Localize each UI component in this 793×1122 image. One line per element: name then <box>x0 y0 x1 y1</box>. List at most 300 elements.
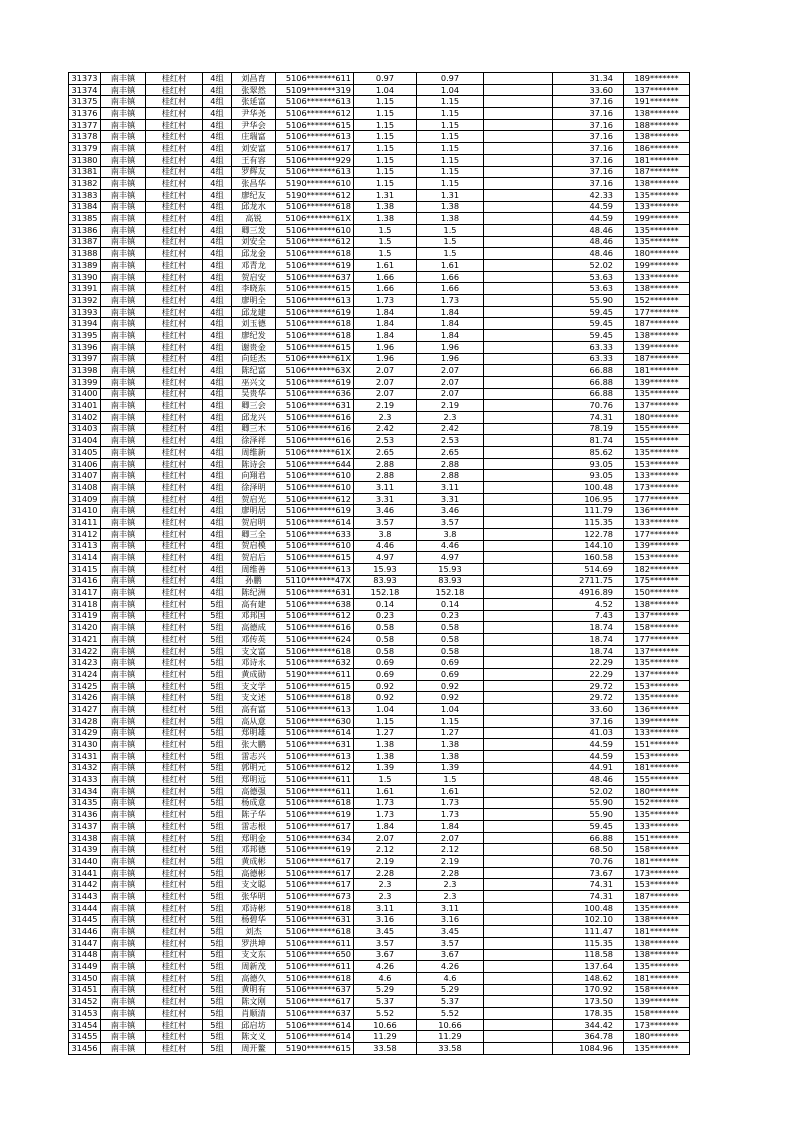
row-number: 31382 <box>69 178 101 190</box>
id-number-cell: 5106*******618 <box>276 201 354 213</box>
id-number-cell: 5106*******631 <box>276 914 354 926</box>
amount-cell: 55.90 <box>553 809 624 821</box>
name-cell: 陈文义 <box>232 1031 276 1043</box>
id-number-cell: 5190*******615 <box>276 1043 354 1055</box>
name-cell: 贺启后 <box>232 552 276 564</box>
blank-cell <box>484 961 553 973</box>
amount-cell: 66.88 <box>553 388 624 400</box>
confirmed-area-cell: 1.04 <box>417 84 484 96</box>
row-number: 31451 <box>69 984 101 996</box>
id-number-cell: 5106*******618 <box>276 330 354 342</box>
group-cell: 4组 <box>203 248 232 260</box>
row-number: 31411 <box>69 517 101 529</box>
confirmed-area-cell: 1.5 <box>417 774 484 786</box>
id-number-cell: 5106*******613 <box>276 295 354 307</box>
town-cell: 南丰镇 <box>101 119 146 131</box>
blank-cell <box>484 388 553 400</box>
row-number: 31387 <box>69 236 101 248</box>
row-number: 31374 <box>69 84 101 96</box>
blank-cell <box>484 832 553 844</box>
table-row <box>69 376 690 388</box>
confirmed-area-cell: 0.97 <box>417 73 484 85</box>
area-cell: 2.88 <box>354 470 417 482</box>
area-cell: 1.39 <box>354 762 417 774</box>
confirmed-area-cell: 2.28 <box>417 867 484 879</box>
area-cell: 1.15 <box>354 108 417 120</box>
area-cell: 1.96 <box>354 341 417 353</box>
town-cell: 南丰镇 <box>101 645 146 657</box>
village-cell: 桂红村 <box>146 447 203 459</box>
confirmed-area-cell: 1.15 <box>417 108 484 120</box>
id-number-cell: 5106*******631 <box>276 400 354 412</box>
village-cell: 桂红村 <box>146 739 203 751</box>
amount-cell: 148.62 <box>553 972 624 984</box>
row-number: 31425 <box>69 680 101 692</box>
confirmed-area-cell: 1.66 <box>417 283 484 295</box>
table-row <box>69 73 690 85</box>
confirmed-area-cell: 3.57 <box>417 517 484 529</box>
town-cell: 南丰镇 <box>101 376 146 388</box>
group-cell: 5组 <box>203 762 232 774</box>
town-cell: 南丰镇 <box>101 774 146 786</box>
group-cell: 4组 <box>203 143 232 155</box>
table-row <box>69 891 690 903</box>
name-cell: 刘安富 <box>232 143 276 155</box>
phone-cell: 135******* <box>624 1043 690 1055</box>
village-cell: 桂红村 <box>146 154 203 166</box>
town-cell: 南丰镇 <box>101 867 146 879</box>
amount-cell: 18.74 <box>553 634 624 646</box>
village-cell: 桂红村 <box>146 1008 203 1020</box>
phone-cell: 139******* <box>624 540 690 552</box>
town-cell: 南丰镇 <box>101 680 146 692</box>
blank-cell <box>484 143 553 155</box>
id-number-cell: 5110*******47X <box>276 575 354 587</box>
area-cell: 15.93 <box>354 563 417 575</box>
area-cell: 1.31 <box>354 189 417 201</box>
name-cell: 巫兴文 <box>232 376 276 388</box>
group-cell: 4组 <box>203 201 232 213</box>
area-cell: 2.3 <box>354 891 417 903</box>
area-cell: 1.84 <box>354 306 417 318</box>
area-cell: 3.16 <box>354 914 417 926</box>
blank-cell <box>484 400 553 412</box>
name-cell: 邱龙水 <box>232 201 276 213</box>
group-cell: 5组 <box>203 1043 232 1055</box>
table-body <box>69 73 690 1055</box>
village-cell: 桂红村 <box>146 1043 203 1055</box>
row-number: 31417 <box>69 587 101 599</box>
id-number-cell: 5106*******637 <box>276 984 354 996</box>
id-number-cell: 5106*******631 <box>276 739 354 751</box>
id-number-cell: 5106*******612 <box>276 236 354 248</box>
blank-cell <box>484 563 553 575</box>
amount-cell: 55.90 <box>553 797 624 809</box>
row-number: 31381 <box>69 166 101 178</box>
id-number-cell: 5106*******618 <box>276 248 354 260</box>
blank-cell <box>484 657 553 669</box>
id-number-cell: 5106*******63X <box>276 365 354 377</box>
village-cell: 桂红村 <box>146 996 203 1008</box>
name-cell: 郑明远 <box>232 774 276 786</box>
phone-cell: 139******* <box>624 996 690 1008</box>
town-cell: 南丰镇 <box>101 657 146 669</box>
group-cell: 4组 <box>203 353 232 365</box>
blank-cell <box>484 435 553 447</box>
confirmed-area-cell: 2.3 <box>417 879 484 891</box>
amount-cell: 37.16 <box>553 143 624 155</box>
blank-cell <box>484 727 553 739</box>
village-cell: 桂红村 <box>146 937 203 949</box>
row-number: 31406 <box>69 458 101 470</box>
town-cell: 南丰镇 <box>101 353 146 365</box>
blank-cell <box>484 598 553 610</box>
name-cell: 罗辉友 <box>232 166 276 178</box>
village-cell: 桂红村 <box>146 750 203 762</box>
phone-cell: 138******* <box>624 914 690 926</box>
blank-cell <box>484 458 553 470</box>
phone-cell: 138******* <box>624 330 690 342</box>
area-cell: 1.15 <box>354 96 417 108</box>
table-row <box>69 575 690 587</box>
blank-cell <box>484 295 553 307</box>
amount-cell: 52.02 <box>553 785 624 797</box>
phone-cell: 187******* <box>624 891 690 903</box>
id-number-cell: 5106*******617 <box>276 867 354 879</box>
phone-cell: 177******* <box>624 634 690 646</box>
town-cell: 南丰镇 <box>101 797 146 809</box>
row-number: 31456 <box>69 1043 101 1055</box>
amount-cell: 100.48 <box>553 482 624 494</box>
row-number: 31380 <box>69 154 101 166</box>
table-row <box>69 657 690 669</box>
row-number: 31405 <box>69 447 101 459</box>
phone-cell: 137******* <box>624 610 690 622</box>
village-cell: 桂红村 <box>146 844 203 856</box>
amount-cell: 74.31 <box>553 891 624 903</box>
area-cell: 2.07 <box>354 376 417 388</box>
group-cell: 4组 <box>203 470 232 482</box>
amount-cell: 85.62 <box>553 447 624 459</box>
village-cell: 桂红村 <box>146 224 203 236</box>
village-cell: 桂红村 <box>146 622 203 634</box>
table-row <box>69 482 690 494</box>
group-cell: 5组 <box>203 634 232 646</box>
id-number-cell: 5106*******613 <box>276 166 354 178</box>
name-cell: 陈文刚 <box>232 996 276 1008</box>
row-number: 31378 <box>69 131 101 143</box>
row-number: 31440 <box>69 856 101 868</box>
phone-cell: 137******* <box>624 400 690 412</box>
area-cell: 3.57 <box>354 937 417 949</box>
group-cell: 5组 <box>203 1031 232 1043</box>
table-row <box>69 610 690 622</box>
area-cell: 0.58 <box>354 634 417 646</box>
group-cell: 4组 <box>203 540 232 552</box>
id-number-cell: 5106*******616 <box>276 435 354 447</box>
village-cell: 桂红村 <box>146 949 203 961</box>
town-cell: 南丰镇 <box>101 785 146 797</box>
town-cell: 南丰镇 <box>101 73 146 85</box>
table-row <box>69 587 690 599</box>
blank-cell <box>484 330 553 342</box>
amount-cell: 111.79 <box>553 505 624 517</box>
village-cell: 桂红村 <box>146 178 203 190</box>
confirmed-area-cell: 1.66 <box>417 271 484 283</box>
confirmed-area-cell: 4.6 <box>417 972 484 984</box>
row-number: 31455 <box>69 1031 101 1043</box>
row-number: 31445 <box>69 914 101 926</box>
table-row <box>69 330 690 342</box>
phone-cell: 138******* <box>624 131 690 143</box>
group-cell: 5组 <box>203 715 232 727</box>
group-cell: 4组 <box>203 411 232 423</box>
blank-cell <box>484 856 553 868</box>
name-cell: 周维新 <box>232 447 276 459</box>
blank-cell <box>484 423 553 435</box>
area-cell: 152.18 <box>354 587 417 599</box>
village-cell: 桂红村 <box>146 821 203 833</box>
phone-cell: 133******* <box>624 727 690 739</box>
town-cell: 南丰镇 <box>101 528 146 540</box>
town-cell: 南丰镇 <box>101 166 146 178</box>
blank-cell <box>484 540 553 552</box>
id-number-cell: 5106*******611 <box>276 73 354 85</box>
area-cell: 2.88 <box>354 458 417 470</box>
confirmed-area-cell: 0.69 <box>417 657 484 669</box>
table-row <box>69 961 690 973</box>
group-cell: 5组 <box>203 598 232 610</box>
town-cell: 南丰镇 <box>101 961 146 973</box>
phone-cell: 133******* <box>624 821 690 833</box>
table-row <box>69 598 690 610</box>
confirmed-area-cell: 2.53 <box>417 435 484 447</box>
amount-cell: 93.05 <box>553 458 624 470</box>
name-cell: 支文学 <box>232 680 276 692</box>
row-number: 31410 <box>69 505 101 517</box>
name-cell: 罗洪坤 <box>232 937 276 949</box>
name-cell: 周新茂 <box>232 961 276 973</box>
town-cell: 南丰镇 <box>101 563 146 575</box>
confirmed-area-cell: 3.16 <box>417 914 484 926</box>
amount-cell: 160.58 <box>553 552 624 564</box>
village-cell: 桂红村 <box>146 902 203 914</box>
table-row <box>69 306 690 318</box>
blank-cell <box>484 1031 553 1043</box>
blank-cell <box>484 505 553 517</box>
town-cell: 南丰镇 <box>101 669 146 681</box>
village-cell: 桂红村 <box>146 411 203 423</box>
name-cell: 王有容 <box>232 154 276 166</box>
amount-cell: 78.19 <box>553 423 624 435</box>
blank-cell <box>484 482 553 494</box>
confirmed-area-cell: 1.84 <box>417 306 484 318</box>
amount-cell: 73.67 <box>553 867 624 879</box>
town-cell: 南丰镇 <box>101 844 146 856</box>
village-cell: 桂红村 <box>146 610 203 622</box>
village-cell: 桂红村 <box>146 505 203 517</box>
phone-cell: 138******* <box>624 283 690 295</box>
village-cell: 桂红村 <box>146 84 203 96</box>
phone-cell: 153******* <box>624 458 690 470</box>
amount-cell: 44.59 <box>553 201 624 213</box>
blank-cell <box>484 271 553 283</box>
id-number-cell: 5106*******617 <box>276 821 354 833</box>
confirmed-area-cell: 1.15 <box>417 715 484 727</box>
table-row <box>69 213 690 225</box>
group-cell: 5组 <box>203 821 232 833</box>
id-number-cell: 5190*******610 <box>276 178 354 190</box>
name-cell: 邱龙建 <box>232 306 276 318</box>
name-cell: 高有建 <box>232 598 276 610</box>
area-cell: 4.46 <box>354 540 417 552</box>
area-cell: 3.31 <box>354 493 417 505</box>
phone-cell: 177******* <box>624 528 690 540</box>
name-cell: 李晓东 <box>232 283 276 295</box>
row-number: 31419 <box>69 610 101 622</box>
town-cell: 南丰镇 <box>101 552 146 564</box>
name-cell: 肖顺清 <box>232 1008 276 1020</box>
confirmed-area-cell: 0.58 <box>417 645 484 657</box>
group-cell: 5组 <box>203 750 232 762</box>
name-cell: 张翠然 <box>232 84 276 96</box>
blank-cell <box>484 341 553 353</box>
amount-cell: 63.33 <box>553 353 624 365</box>
phone-cell: 158******* <box>624 622 690 634</box>
id-number-cell: 5106*******637 <box>276 271 354 283</box>
confirmed-area-cell: 1.73 <box>417 797 484 809</box>
phone-cell: 135******* <box>624 388 690 400</box>
name-cell: 高有富 <box>232 704 276 716</box>
table-row <box>69 119 690 131</box>
blank-cell <box>484 248 553 260</box>
village-cell: 桂红村 <box>146 213 203 225</box>
id-number-cell: 5106*******618 <box>276 926 354 938</box>
group-cell: 5组 <box>203 832 232 844</box>
group-cell: 4组 <box>203 84 232 96</box>
id-number-cell: 5106*******616 <box>276 622 354 634</box>
amount-cell: 48.46 <box>553 774 624 786</box>
group-cell: 5组 <box>203 949 232 961</box>
village-cell: 桂红村 <box>146 704 203 716</box>
area-cell: 1.38 <box>354 213 417 225</box>
id-number-cell: 5106*******61X <box>276 353 354 365</box>
blank-cell <box>484 902 553 914</box>
table-row <box>69 224 690 236</box>
village-cell: 桂红村 <box>146 832 203 844</box>
confirmed-area-cell: 1.15 <box>417 154 484 166</box>
town-cell: 南丰镇 <box>101 996 146 1008</box>
group-cell: 4组 <box>203 376 232 388</box>
town-cell: 南丰镇 <box>101 809 146 821</box>
area-cell: 1.96 <box>354 353 417 365</box>
row-number: 31427 <box>69 704 101 716</box>
table-row <box>69 902 690 914</box>
name-cell: 邓邦德 <box>232 844 276 856</box>
town-cell: 南丰镇 <box>101 458 146 470</box>
row-number: 31413 <box>69 540 101 552</box>
town-cell: 南丰镇 <box>101 260 146 272</box>
name-cell: 徐泽祥 <box>232 435 276 447</box>
amount-cell: 137.64 <box>553 961 624 973</box>
confirmed-area-cell: 11.29 <box>417 1031 484 1043</box>
amount-cell: 70.76 <box>553 856 624 868</box>
name-cell: 廖明全 <box>232 295 276 307</box>
id-number-cell: 5106*******634 <box>276 832 354 844</box>
confirmed-area-cell: 0.23 <box>417 610 484 622</box>
table-row <box>69 1008 690 1020</box>
name-cell: 邓传英 <box>232 634 276 646</box>
town-cell: 南丰镇 <box>101 634 146 646</box>
id-number-cell: 5106*******632 <box>276 657 354 669</box>
phone-cell: 136******* <box>624 505 690 517</box>
name-cell: 吴贵华 <box>232 388 276 400</box>
confirmed-area-cell: 1.15 <box>417 96 484 108</box>
group-cell: 5组 <box>203 891 232 903</box>
name-cell: 贺启安 <box>232 271 276 283</box>
village-cell: 桂红村 <box>146 563 203 575</box>
row-number: 31428 <box>69 715 101 727</box>
confirmed-area-cell: 5.52 <box>417 1008 484 1020</box>
phone-cell: 138******* <box>624 178 690 190</box>
name-cell: 高从意 <box>232 715 276 727</box>
phone-cell: 135******* <box>624 961 690 973</box>
phone-cell: 173******* <box>624 1019 690 1031</box>
village-cell: 桂红村 <box>146 376 203 388</box>
confirmed-area-cell: 1.84 <box>417 318 484 330</box>
blank-cell <box>484 166 553 178</box>
town-cell: 南丰镇 <box>101 388 146 400</box>
table-row <box>69 341 690 353</box>
phone-cell: 158******* <box>624 984 690 996</box>
table-row <box>69 809 690 821</box>
id-number-cell: 5106*******610 <box>276 470 354 482</box>
village-cell: 桂红村 <box>146 1019 203 1031</box>
name-cell: 廖纪友 <box>232 189 276 201</box>
row-number: 31383 <box>69 189 101 201</box>
row-number: 31407 <box>69 470 101 482</box>
id-number-cell: 5106*******613 <box>276 704 354 716</box>
town-cell: 南丰镇 <box>101 540 146 552</box>
area-cell: 2.19 <box>354 400 417 412</box>
area-cell: 1.15 <box>354 715 417 727</box>
village-cell: 桂红村 <box>146 388 203 400</box>
table-row <box>69 622 690 634</box>
table-row <box>69 715 690 727</box>
row-number: 31436 <box>69 809 101 821</box>
table-row <box>69 645 690 657</box>
group-cell: 5组 <box>203 622 232 634</box>
name-cell: 刘玉德 <box>232 318 276 330</box>
table-row <box>69 517 690 529</box>
area-cell: 1.84 <box>354 318 417 330</box>
row-number: 31415 <box>69 563 101 575</box>
row-number: 31448 <box>69 949 101 961</box>
village-cell: 桂红村 <box>146 423 203 435</box>
row-number: 31376 <box>69 108 101 120</box>
area-cell: 1.38 <box>354 201 417 213</box>
table-row <box>69 435 690 447</box>
phone-cell: 138******* <box>624 598 690 610</box>
row-number: 31437 <box>69 821 101 833</box>
name-cell: 郭明元 <box>232 762 276 774</box>
amount-cell: 37.16 <box>553 154 624 166</box>
confirmed-area-cell: 1.73 <box>417 809 484 821</box>
town-cell: 南丰镇 <box>101 341 146 353</box>
id-number-cell: 5106*******611 <box>276 774 354 786</box>
amount-cell: 81.74 <box>553 435 624 447</box>
village-cell: 桂红村 <box>146 552 203 564</box>
